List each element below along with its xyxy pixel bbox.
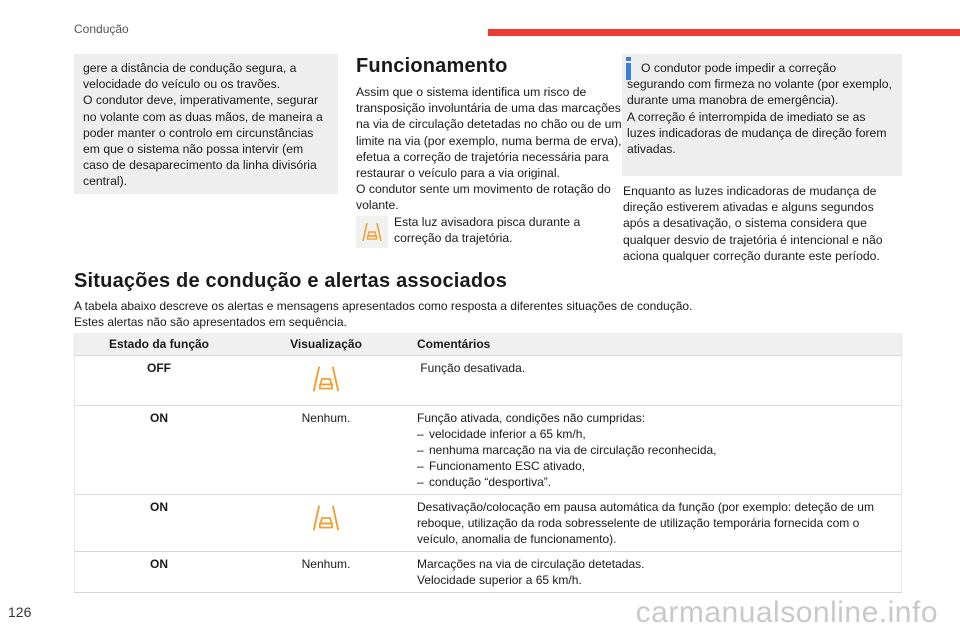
column-header: Estado da função <box>75 333 244 356</box>
conditions-list <box>417 426 901 490</box>
page-number: 126 <box>8 604 32 620</box>
info-paragraph: O condutor pode impedir a correção segurando com firmeza no volante (por exemplo, durante uma manobra de emergência). <box>627 61 892 108</box>
comment-text: Velocidade superior a 65 km/h. <box>417 573 582 587</box>
lane-keep-warning-icon <box>356 216 388 248</box>
section-heading: Situações de condução e alertas associados <box>74 270 508 292</box>
lane-keep-warning-icon <box>311 503 341 533</box>
note-paragraph: gere a distância de condução segura, a velocidade do veículo ou os travões. <box>83 61 297 92</box>
body-paragraph: Assim que o sistema identifica um risco de transposição involuntária de uma das marcações na via de circulação detetadas no chão ou de um limite na via (por exemplo, numa berma de erva), efetua a correção de trajetória necessária para restaurar o veículo para a via original. <box>356 85 622 181</box>
display-cell <box>243 356 409 406</box>
watermark: carmanualsonline.info <box>635 596 938 629</box>
header-accent-bar <box>488 29 960 36</box>
state-cell: ON <box>75 495 244 552</box>
table-row <box>75 356 902 406</box>
lane-keep-warning-icon <box>311 364 341 394</box>
list-item: – condução “desportiva”. <box>417 474 901 490</box>
list-item: – velocidade inferior a 65 km/h, <box>417 426 901 442</box>
display-cell <box>243 495 409 552</box>
list-item: – nenhuma marcação na via de circulação reconhecida, <box>417 442 901 458</box>
section-title: Condução <box>74 22 129 36</box>
intro-line: Estes alertas não são apresentados em sequência. <box>74 315 347 329</box>
alerts-table <box>74 333 902 593</box>
continued-note-box <box>74 54 338 194</box>
comment-cell <box>409 406 902 495</box>
comment-cell <box>409 356 902 406</box>
table-row <box>75 552 902 593</box>
display-cell: Nenhum. <box>243 552 409 593</box>
table-row <box>75 495 902 552</box>
state-cell: ON <box>75 552 244 593</box>
column-header: Visualização <box>243 333 409 356</box>
comment-cell <box>409 552 902 593</box>
comment-text: Função desativada. <box>420 361 526 375</box>
comment-cell: Desativação/colocação em pausa automática da função (por exemplo: deteção de um reboque, utilização da roda sobresselente de utilização temporária fornecida com o veículo, anomalia de funcionamento). <box>409 495 902 552</box>
note-paragraph: O condutor deve, imperativamente, segurar no volante com as duas mãos, de maneira a poder manter o controlo em circunstâncias em que o sistema não possa intervir (em caso de desaparecimento da linha divisória central). <box>83 93 323 189</box>
list-item: – Funcionamento ESC ativado, <box>417 458 901 474</box>
comment-text: Função ativada, condições não cumpridas: <box>417 411 646 425</box>
info-box <box>622 54 902 176</box>
intro-line: A tabela abaixo descreve os alertas e mensagens apresentados como resposta a diferentes situações de condução. <box>74 299 693 313</box>
table-row <box>75 406 902 495</box>
comment-text: Marcações na via de circulação detetadas. <box>417 557 645 571</box>
body-paragraph: Enquanto as luzes indicadoras de mudança de direção estiverem ativadas e alguns segundos após a desativação, o sistema considera que qualquer desvio de trajetória é intencional e não aciona qualquer correção durante este período. <box>623 184 883 263</box>
display-cell: Nenhum. <box>243 406 409 495</box>
state-cell: ON <box>75 406 244 495</box>
state-cell: OFF <box>75 356 244 406</box>
table-intro <box>74 298 904 330</box>
info-paragraph: A correção é interrompida de imediato se as luzes indicadoras de mudança de direção forem ativadas. <box>627 109 887 157</box>
warning-text: Esta luz avisadora pisca durante a correção da trajetória. <box>394 214 581 245</box>
warning-light-note <box>356 214 626 250</box>
section-heading: Funcionamento <box>356 55 508 77</box>
table-header-row <box>75 333 902 356</box>
column-header: Comentários <box>409 333 902 356</box>
funcionamento-section <box>356 55 626 250</box>
body-paragraph: O condutor sente um movimento de rotação do volante. <box>356 182 611 213</box>
